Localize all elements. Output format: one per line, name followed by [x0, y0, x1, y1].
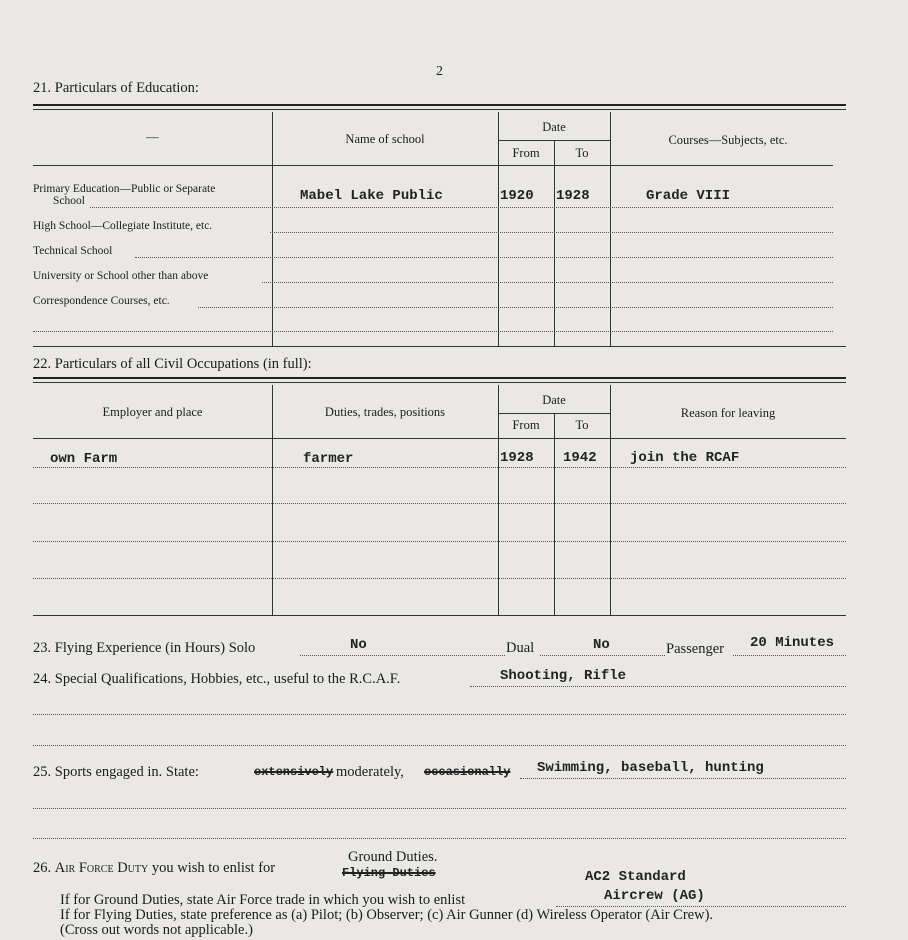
air-force-duty-ground: Ground Duties. — [348, 849, 438, 865]
education-header-courses: Courses—Subjects, etc. — [668, 133, 788, 147]
occupations-top-rule-2 — [33, 382, 846, 383]
air-force-duty-struck-flying: Flying Duties — [342, 866, 436, 880]
education-top-rule — [33, 104, 846, 106]
occupation-duties-value: farmer — [303, 451, 354, 467]
sports-moderately: moderately, — [336, 764, 404, 780]
education-header-to: To — [575, 146, 589, 160]
occupations-header-to: To — [575, 418, 589, 432]
occupations-section-title: 22. Particulars of all Civil Occupations (in full): — [33, 356, 312, 372]
education-row-label: Correspondence Courses, etc. — [33, 295, 170, 307]
occupation-employer-value: own Farm — [50, 451, 118, 467]
occupations-header-date: Date — [542, 393, 566, 407]
education-row-label: High School—Collegiate Institute, etc. — [33, 220, 213, 232]
occupation-reason-value: join the RCAF — [630, 450, 740, 466]
education-header-date: Date — [542, 120, 566, 134]
flying-dual-label: Dual — [506, 640, 535, 656]
sports-struck-occasionally: occasionally — [424, 765, 511, 779]
occupations-header-from: From — [512, 418, 540, 432]
flying-dual-value: No — [593, 637, 610, 653]
education-from-value: 1920 — [500, 188, 534, 204]
qualifications-value: Shooting, Rifle — [500, 668, 627, 684]
occupations-header-employer: Employer and place — [102, 405, 203, 419]
education-header-from: From — [512, 146, 540, 160]
trade-value-line2: Aircrew (AG) — [604, 888, 705, 904]
education-row-label-cont: School — [53, 195, 85, 207]
cross-out-note: (Cross out words not applicable.) — [60, 922, 253, 938]
education-header-dash: — — [146, 130, 159, 144]
education-row-label: Primary Education—Public or Separate — [33, 183, 216, 195]
education-courses-value: Grade VIII — [646, 188, 731, 204]
occupations-header-duties: Duties, trades, positions — [324, 405, 446, 419]
occupation-from-value: 1928 — [500, 450, 534, 466]
sports-struck-extensively: extensively — [254, 765, 334, 779]
air-force-duty-label: 26. Air Force Duty you wish to enlist for — [33, 860, 276, 876]
education-section-title: 21. Particulars of Education: — [33, 80, 199, 96]
occupations-header-reason: Reason for leaving — [680, 406, 776, 420]
education-school-value: Mabel Lake Public — [300, 188, 443, 204]
flying-duty-preference-label: If for Flying Duties, state preference as (a) Pilot; (b) Observer; (c) Air Gunner (d) Wireless Operator (Air Crew). — [60, 907, 714, 923]
education-to-value: 1928 — [556, 188, 590, 204]
ground-trade-label: If for Ground Duties, state Air Force trade in which you wish to enlist — [60, 892, 466, 908]
flying-passenger-label: Passenger — [666, 641, 724, 657]
flying-experience-label: 23. Flying Experience (in Hours) Solo — [33, 640, 256, 656]
education-row-label: Technical School — [33, 245, 113, 257]
page-number: 2 — [436, 64, 443, 79]
education-header-school: Name of school — [345, 132, 425, 146]
qualifications-label: 24. Special Qualifications, Hobbies, etc., useful to the R.C.A.F. — [33, 671, 401, 687]
flying-passenger-value: 20 Minutes — [750, 635, 835, 651]
trade-value-line1: AC2 Standard — [585, 869, 686, 885]
occupations-top-rule — [33, 377, 846, 379]
sports-label: 25. Sports engaged in. State: — [33, 764, 199, 780]
education-row-label: University or School other than above — [33, 270, 209, 282]
education-top-rule-2 — [33, 109, 846, 110]
sports-value: Swimming, baseball, hunting — [537, 760, 764, 776]
flying-solo-value: No — [350, 637, 367, 653]
occupation-to-value: 1942 — [563, 450, 597, 466]
